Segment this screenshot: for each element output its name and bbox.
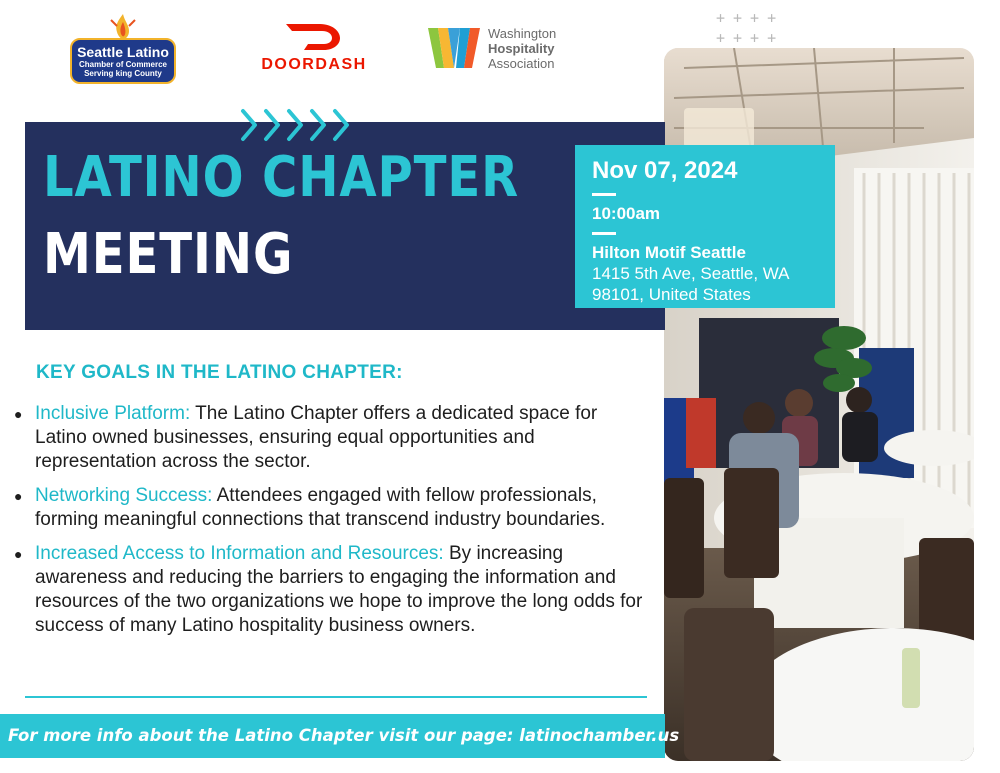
doordash-dash-icon: [284, 22, 342, 52]
wha-line-3: Association: [488, 56, 555, 71]
bullet-icon: ●: [14, 546, 23, 562]
wha-w-icon: [428, 24, 480, 72]
goal-label: Increased Access to Information and Resources:: [35, 543, 444, 564]
goals-heading: KEY GOALS IN THE LATINO CHAPTER:: [36, 362, 403, 383]
page-title-line-1: LATINO CHAPTER: [43, 145, 520, 210]
list-item: [14, 402, 654, 474]
goal-text: Attendees engaged with fellow professionals, forming meaningful connections that transcend industry boundaries.: [35, 485, 606, 530]
event-details-box: [575, 145, 835, 308]
footer-banner[interactable]: [0, 714, 680, 758]
doordash-wordmark: DOORDASH: [261, 56, 367, 73]
doordash-logo: [256, 22, 372, 78]
chamber-name: Seattle Latino: [77, 44, 169, 60]
washington-hospitality-association-logo: [428, 22, 588, 76]
goals-list: [14, 402, 654, 648]
event-venue: Hilton Motif Seattle: [592, 243, 746, 262]
seattle-latino-chamber-logo: [70, 12, 176, 84]
list-item: [14, 542, 654, 638]
goal-label: Networking Success:: [35, 485, 213, 506]
footer-link-text[interactable]: For more info about the Latino Chapter visit our page: latinochamber.us: [8, 726, 680, 745]
chevron-right-icon: [240, 106, 358, 144]
section-divider: [25, 696, 647, 698]
event-address-line-1: 1415 5th Ave, Seattle, WA: [592, 264, 790, 283]
chamber-tagline: Serving king County: [84, 69, 162, 78]
chamber-subtitle: Chamber of Commerce: [78, 60, 168, 69]
bullet-icon: ●: [14, 488, 23, 504]
event-time: 10:00am: [592, 204, 661, 223]
wha-line-1: Washington: [488, 26, 557, 41]
event-date: Nov 07, 2024: [592, 157, 738, 184]
bullet-icon: ●: [14, 406, 23, 422]
wha-wordmark: [488, 26, 556, 71]
chamber-badge: [70, 38, 176, 84]
page-title-line-2: MEETING: [43, 222, 294, 287]
event-address-line-2: 98101, United States: [592, 285, 751, 304]
goal-text: By increasing awareness and reducing the barriers to engaging the information and resources of the two organizations we hope to improve the long odds for success of many Latino hospitality business owners.: [35, 543, 643, 636]
goal-label: Inclusive Platform:: [35, 403, 191, 424]
wha-line-2: Hospitality: [488, 41, 555, 56]
list-item: [14, 484, 654, 532]
divider-dash: [592, 232, 616, 235]
goal-text: The Latino Chapter offers a dedicated space for Latino owned businesses, ensuring equal opportunities and representation across the sector.: [35, 403, 598, 472]
divider-dash: [592, 193, 616, 196]
plus-icon-grid: ++++ ++++: [716, 9, 785, 47]
